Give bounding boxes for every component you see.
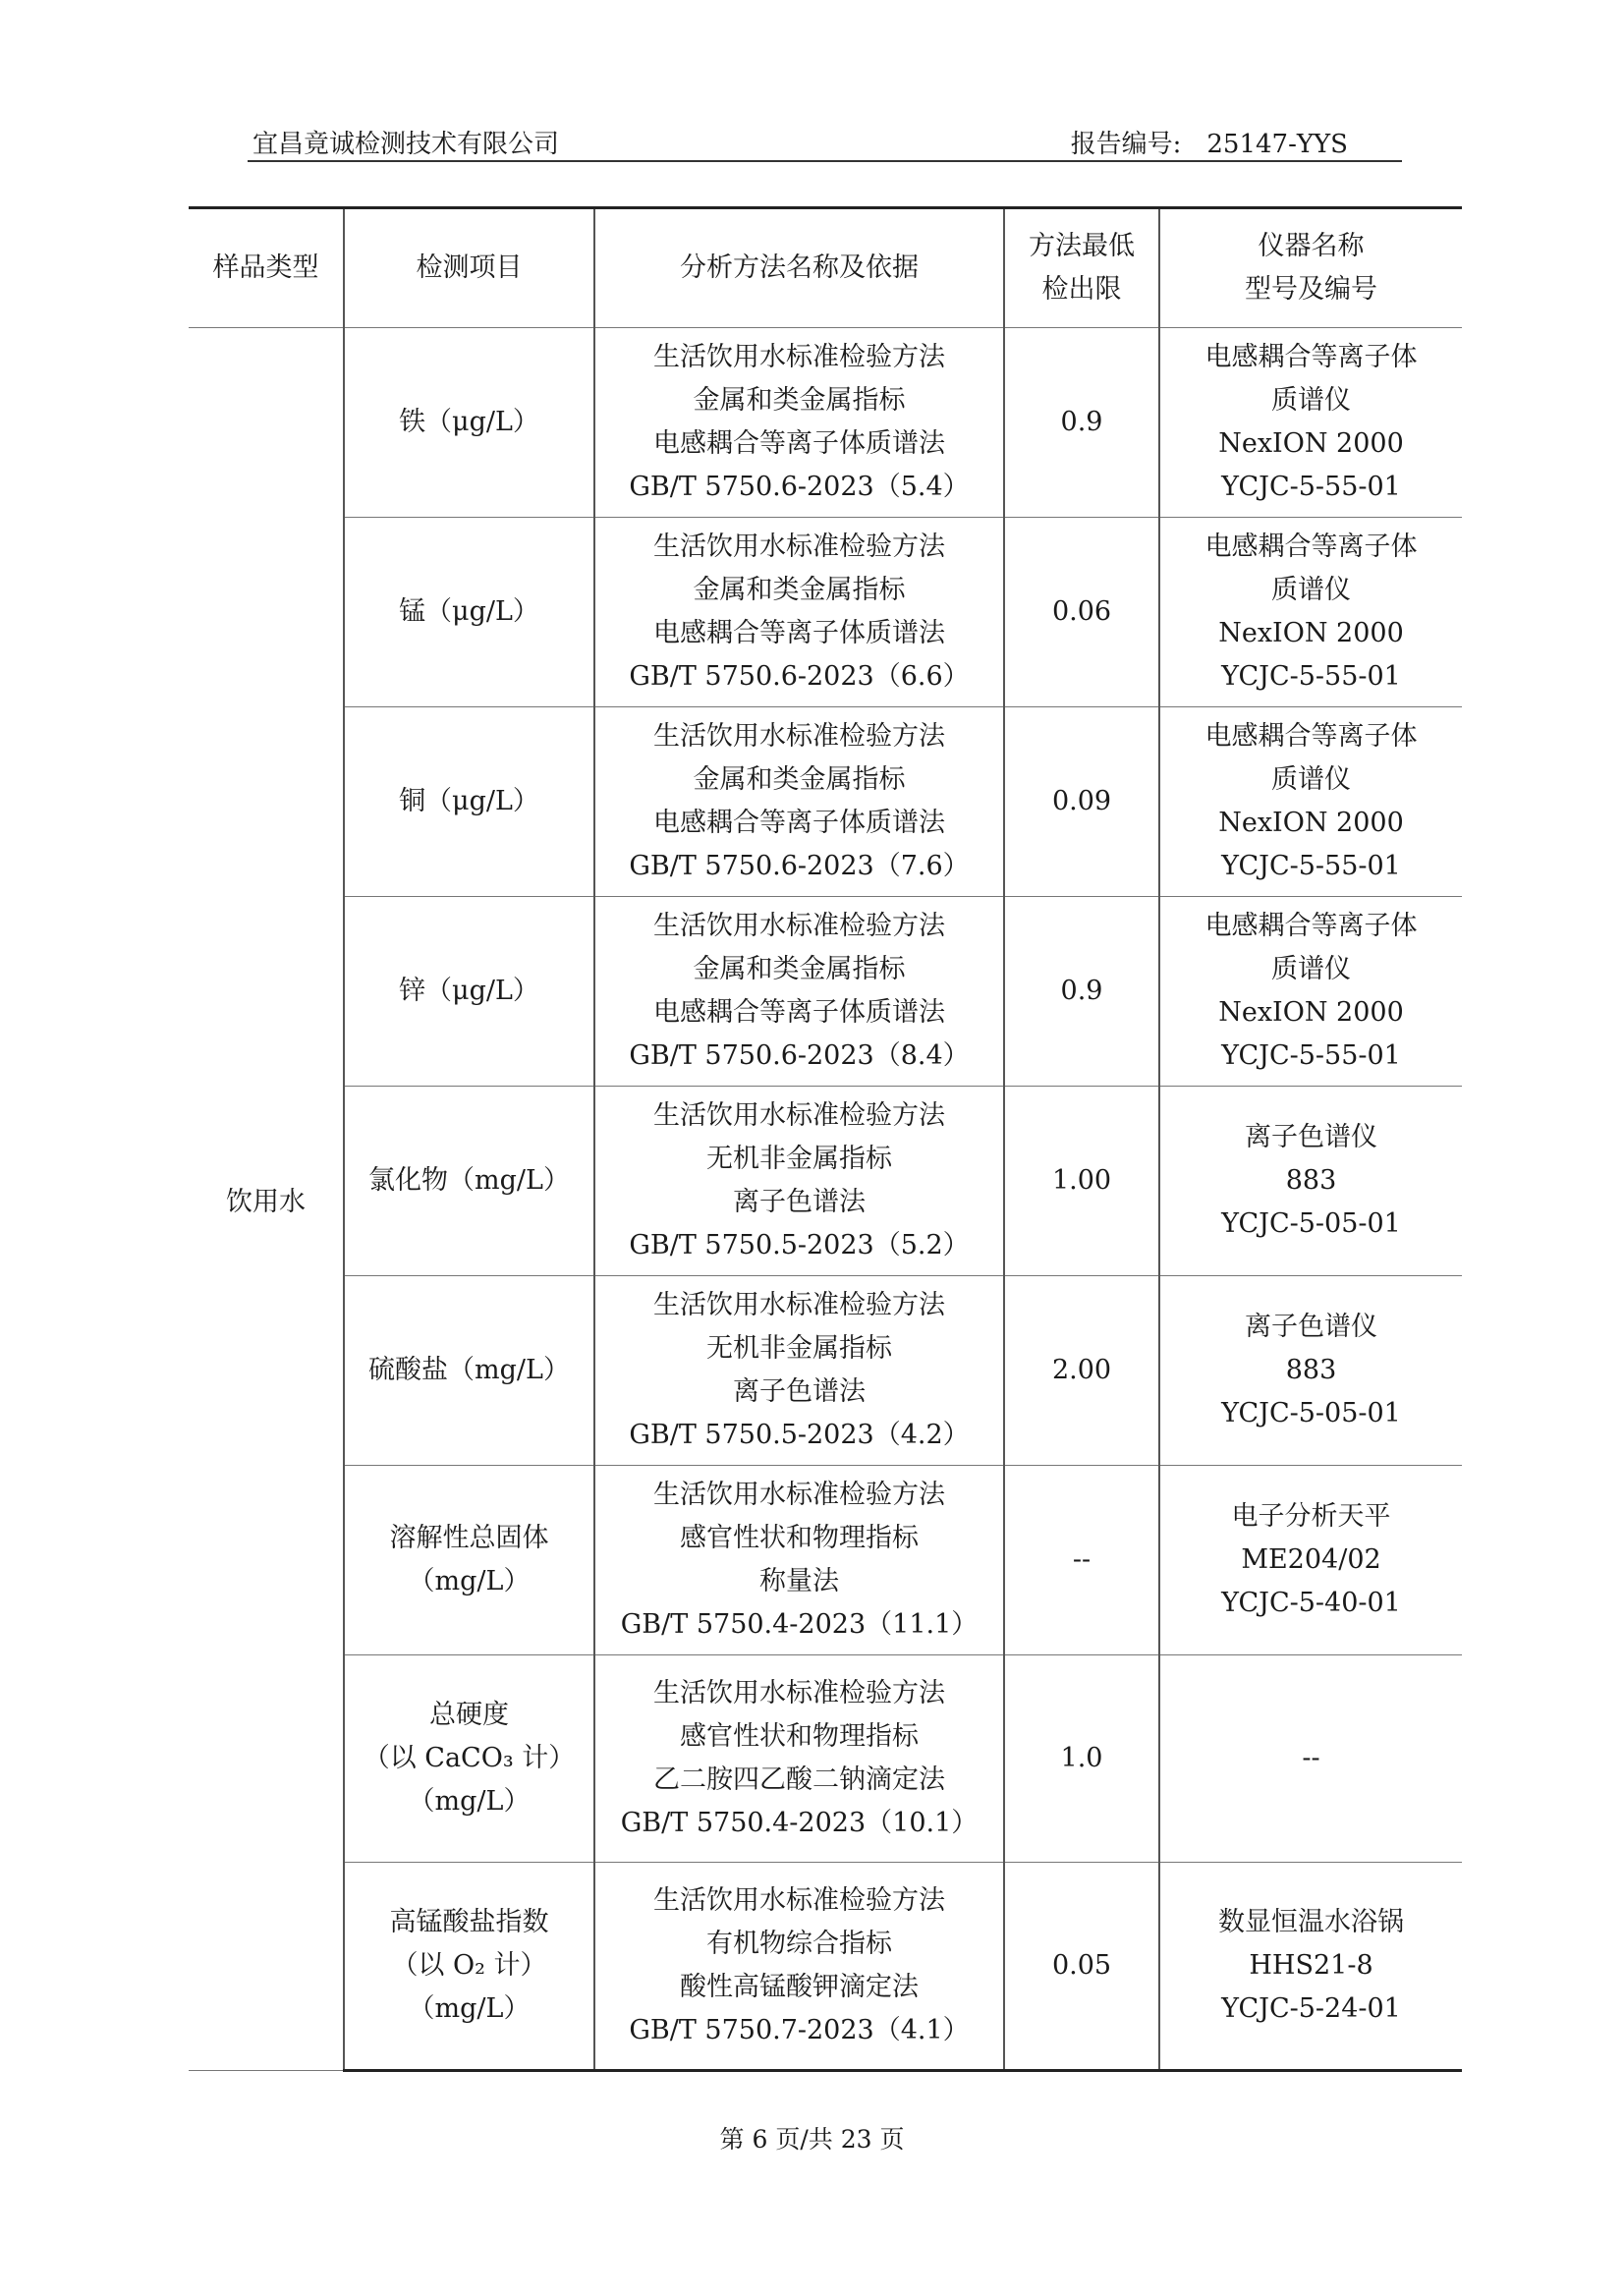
cell-line: GB/T 5750.4-2023（10.1） xyxy=(620,1808,979,1838)
cell-line: 铜（μg/L） xyxy=(399,786,539,816)
cell-line: YCJC-5-55-01 xyxy=(1221,1040,1401,1071)
cell-line: 总硬度 xyxy=(429,1700,509,1730)
cell-line: 生活饮用水标准检验方法 xyxy=(653,721,945,752)
cell-line: 数显恒温水浴锅 xyxy=(1218,1907,1404,1937)
cell-line: GB/T 5750.6-2023（8.4） xyxy=(629,1040,970,1071)
cell-line: 生活饮用水标准检验方法 xyxy=(653,1290,945,1320)
cell-line: 电感耦合等离子体质谱法 xyxy=(653,997,945,1028)
page-footer: 第 6 页/共 23 页 xyxy=(719,2125,905,2154)
cell-line: -- xyxy=(1302,1743,1320,1773)
sample-type-cell: 饮用水 xyxy=(189,328,344,2071)
instrument-cell xyxy=(1159,1655,1462,1863)
cell-line: 铁（μg/L） xyxy=(399,407,539,437)
cell-line: 质谱仪 xyxy=(1271,764,1351,795)
cell-line: 883 xyxy=(1285,1165,1337,1196)
cell-line: 称量法 xyxy=(759,1566,839,1596)
header-test-item xyxy=(344,208,594,328)
table-row xyxy=(189,328,1462,518)
cell-line: 金属和类金属指标 xyxy=(693,954,906,984)
table-header-row xyxy=(189,208,1462,328)
cell-line: 无机非金属指标 xyxy=(706,1144,892,1174)
cell-line: GB/T 5750.5-2023（5.2） xyxy=(629,1230,970,1260)
cell-line: 溶解性总固体 xyxy=(389,1523,549,1553)
cell-line: （以 O₂ 计） xyxy=(391,1950,547,1981)
detection-limit-cell: 0.9 xyxy=(1004,897,1159,1087)
cell-line: 离子色谱仪 xyxy=(1245,1122,1377,1152)
detection-limit-cell: 0.05 xyxy=(1004,1863,1159,2071)
table-row xyxy=(189,1466,1462,1655)
cell-line: （mg/L） xyxy=(408,1786,531,1817)
cell-line: YCJC-5-55-01 xyxy=(1221,661,1401,692)
cell-line: 无机非金属指标 xyxy=(706,1333,892,1364)
test-item-cell xyxy=(344,1276,594,1466)
cell-line: NexION 2000 xyxy=(1218,428,1404,459)
instrument-cell xyxy=(1159,328,1462,518)
method-cell xyxy=(594,518,1004,707)
method-cell xyxy=(594,707,1004,897)
table-row xyxy=(189,1087,1462,1276)
cell-line: 电感耦合等离子体 xyxy=(1204,721,1418,752)
table-row xyxy=(189,1276,1462,1466)
cell-line: （以 CaCO₃ 计） xyxy=(363,1743,576,1773)
cell-line: 酸性高锰酸钾滴定法 xyxy=(680,1972,919,2002)
report-number-label: 报告编号: xyxy=(1070,130,1182,159)
cell-line: 生活饮用水标准检验方法 xyxy=(653,342,945,372)
cell-line: 生活饮用水标准检验方法 xyxy=(653,1100,945,1131)
cell-line: ME204/02 xyxy=(1241,1544,1381,1575)
cell-line: 质谱仪 xyxy=(1271,954,1351,984)
method-cell xyxy=(594,1466,1004,1655)
cell-line: 电感耦合等离子体质谱法 xyxy=(653,808,945,838)
method-cell xyxy=(594,897,1004,1087)
cell-line: HHS21-8 xyxy=(1249,1950,1373,1981)
method-cell xyxy=(594,1655,1004,1863)
cell-line: 质谱仪 xyxy=(1271,385,1351,416)
cell-line: YCJC-5-40-01 xyxy=(1221,1588,1401,1618)
cell-line: 硫酸盐（mg/L） xyxy=(368,1355,570,1385)
cell-line: 氯化物（mg/L） xyxy=(368,1165,570,1196)
test-item-cell xyxy=(344,1087,594,1276)
company-name: 宜昌竟诚检测技术有限公司 xyxy=(252,130,560,159)
table-row xyxy=(189,518,1462,707)
header-method xyxy=(594,208,1004,328)
method-cell xyxy=(594,1276,1004,1466)
table-row xyxy=(189,1863,1462,2071)
cell-line: 型号及编号 xyxy=(1245,274,1377,305)
test-item-cell xyxy=(344,1466,594,1655)
cell-line: 电感耦合等离子体 xyxy=(1204,342,1418,372)
cell-line: 883 xyxy=(1285,1355,1337,1385)
test-item-cell xyxy=(344,897,594,1087)
header-sample-type xyxy=(189,208,344,328)
cell-line: 生活饮用水标准检验方法 xyxy=(653,1885,945,1916)
instrument-cell xyxy=(1159,707,1462,897)
detection-limit-cell: 0.09 xyxy=(1004,707,1159,897)
table-row xyxy=(189,1655,1462,1863)
detection-limit-cell: 0.9 xyxy=(1004,328,1159,518)
cell-line: 电感耦合等离子体质谱法 xyxy=(653,428,945,459)
header-divider xyxy=(248,160,1402,162)
cell-line: NexION 2000 xyxy=(1218,997,1404,1028)
cell-line: 生活饮用水标准检验方法 xyxy=(653,911,945,941)
instrument-cell xyxy=(1159,897,1462,1087)
method-cell xyxy=(594,1087,1004,1276)
cell-line: 检出限 xyxy=(1041,274,1122,305)
cell-line: 锌（μg/L） xyxy=(399,976,539,1006)
cell-line: 分析方法名称及依据 xyxy=(680,252,919,283)
cell-line: GB/T 5750.7-2023（4.1） xyxy=(629,2015,970,2045)
cell-line: YCJC-5-24-01 xyxy=(1221,1993,1401,2024)
cell-line: 生活饮用水标准检验方法 xyxy=(653,1678,945,1708)
cell-line: 金属和类金属指标 xyxy=(693,575,906,605)
cell-line: GB/T 5750.6-2023（7.6） xyxy=(629,851,970,881)
header-lod xyxy=(1004,208,1159,328)
method-cell xyxy=(594,328,1004,518)
detection-limit-cell: -- xyxy=(1004,1466,1159,1655)
test-item-cell xyxy=(344,518,594,707)
instrument-cell xyxy=(1159,1087,1462,1276)
cell-line: NexION 2000 xyxy=(1218,618,1404,648)
table-row xyxy=(189,897,1462,1087)
test-method-table xyxy=(189,206,1462,2072)
cell-line: GB/T 5750.4-2023（11.1） xyxy=(620,1609,979,1640)
cell-line: 电感耦合等离子体质谱法 xyxy=(653,618,945,648)
cell-line: 金属和类金属指标 xyxy=(693,385,906,416)
report-number-block xyxy=(1071,124,1348,160)
detection-limit-cell: 1.0 xyxy=(1004,1655,1159,1863)
detection-limit-cell: 1.00 xyxy=(1004,1087,1159,1276)
cell-line: 离子色谱仪 xyxy=(1245,1312,1377,1342)
cell-line: 感官性状和物理指标 xyxy=(680,1523,919,1553)
cell-line: 仪器名称 xyxy=(1258,231,1365,261)
cell-line: 电感耦合等离子体 xyxy=(1204,532,1418,562)
cell-line: GB/T 5750.6-2023（6.6） xyxy=(629,661,970,692)
cell-line: 电子分析天平 xyxy=(1231,1501,1391,1532)
cell-line: （mg/L） xyxy=(408,1566,531,1596)
cell-line: NexION 2000 xyxy=(1218,808,1404,838)
instrument-cell xyxy=(1159,1466,1462,1655)
cell-line: 感官性状和物理指标 xyxy=(680,1721,919,1752)
cell-line: 生活饮用水标准检验方法 xyxy=(653,532,945,562)
cell-line: 生活饮用水标准检验方法 xyxy=(653,1480,945,1510)
cell-line: （mg/L） xyxy=(408,1993,531,2024)
cell-line: YCJC-5-55-01 xyxy=(1221,851,1401,881)
instrument-cell xyxy=(1159,1276,1462,1466)
cell-line: 离子色谱法 xyxy=(733,1187,866,1217)
test-item-cell xyxy=(344,707,594,897)
cell-line: 电感耦合等离子体 xyxy=(1204,911,1418,941)
test-item-cell xyxy=(344,1655,594,1863)
header-instrument xyxy=(1159,208,1462,328)
cell-line: 高锰酸盐指数 xyxy=(389,1907,549,1937)
cell-line: 金属和类金属指标 xyxy=(693,764,906,795)
cell-line: 有机物综合指标 xyxy=(706,1929,892,1959)
report-number: 25147-YYS xyxy=(1206,130,1348,159)
table-row xyxy=(189,707,1462,897)
cell-line: 方法最低 xyxy=(1029,231,1135,261)
cell-line: YCJC-5-55-01 xyxy=(1221,472,1401,502)
cell-line: 锰（μg/L） xyxy=(399,596,539,627)
cell-line: GB/T 5750.5-2023（4.2） xyxy=(629,1420,970,1450)
test-item-cell xyxy=(344,1863,594,2071)
page-header xyxy=(252,118,1402,161)
test-item-cell xyxy=(344,328,594,518)
method-cell xyxy=(594,1863,1004,2071)
cell-line: YCJC-5-05-01 xyxy=(1221,1398,1401,1428)
cell-line: 离子色谱法 xyxy=(733,1376,866,1407)
instrument-cell xyxy=(1159,1863,1462,2071)
detection-limit-cell: 2.00 xyxy=(1004,1276,1159,1466)
cell-line: 样品类型 xyxy=(212,252,319,283)
cell-line: 质谱仪 xyxy=(1271,575,1351,605)
cell-line: 检测项目 xyxy=(416,252,523,283)
cell-line: YCJC-5-05-01 xyxy=(1221,1208,1401,1239)
cell-line: GB/T 5750.6-2023（5.4） xyxy=(629,472,970,502)
cell-line: 乙二胺四乙酸二钠滴定法 xyxy=(653,1764,945,1795)
instrument-cell xyxy=(1159,518,1462,707)
detection-limit-cell: 0.06 xyxy=(1004,518,1159,707)
